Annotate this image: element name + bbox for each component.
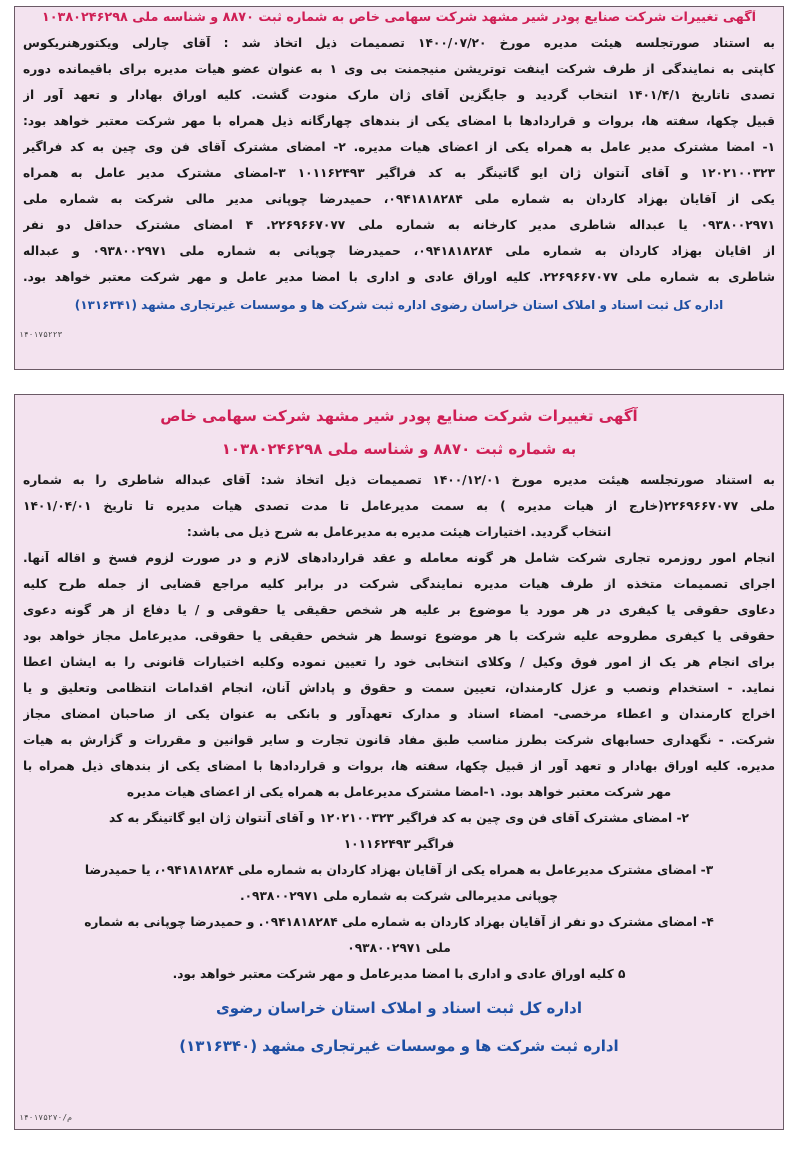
notice-2-line: ۵ کلیه اوراق عادی و اداری با امضا مدیرعامل و مهر شرکت معتبر خواهد بود. xyxy=(172,967,626,981)
notice-2-line: به استناد صورتجلسه هیئت مدیره مورخ ۱۴۰۰/۱۲/۰۱ تصمیمات ذیل اتخاذ شد: آقای عبداله شاطری را به شماره xyxy=(23,473,775,487)
notice-2-line: حقوقی یا کیفری مطروحه علیه شرکت با هر موضوع توسط هر شخص حقیقی یا حقوقی. مدیرعامل مجاز خواهد بود xyxy=(23,629,775,643)
notice-2-line: ۴- امضای مشترک دو نفر از آقایان بهزاد کاردان به شماره ملی ۰۹۴۱۸۱۸۲۸۴. و حمیدرضا چوپانی به شماره xyxy=(84,915,714,929)
notice-2 xyxy=(14,394,784,1130)
notice-2-line: ملی ۲۲۶۹۶۶۷۰۷۷(خارج از هیات مدیره ) به سمت مدیرعامل تا مدت تصدی هیات مدیره تا تاریخ ۱۴۰۱/۰۴/۰۱ xyxy=(23,499,775,513)
notice-1-line: ۰۹۳۸۰۰۲۹۷۱ یا عبداله شاطری مدیر کارخانه به شماره ملی ۲۲۶۹۶۶۷۰۷۷. ۴ امضای مشترک حداقل دو نفر xyxy=(23,218,775,232)
notice-2-line: مدیره. کلیه اوراق بهادار و تعهد آور از قبیل چکها، سفته ها، بروات و قراردادها با امضای یکی از بندهای ذیل همراه با xyxy=(23,759,775,773)
notice-2-line: مهر شرکت معتبر خواهد بود. ۱-امضا مشترک مدیرعامل به همراه یکی از اعضای هیات مدیره xyxy=(126,785,672,799)
notice-2-line: برای انجام هر یک از امور فوق وکیل / وکلای انتخابی خود را تعیین نموده وکلیه اختیارات قانونی را به ایشان اعطا xyxy=(23,655,775,669)
notice-2-line: فراگیر ۱۰۱۱۶۲۴۹۳ xyxy=(343,837,455,851)
notice-1-line: قبیل چکها، سفته ها، بروات و قراردادها با امضای یکی از بندهای چهارگانه ذیل همراه با مهر شرکت معتبر خواهد بود: xyxy=(23,114,775,128)
notice-2-line: اخراج کارمندان و اعطاء مرخصی- امضاء اسناد و مدارک تعهدآور و بانکی به عنوان یکی از صاحبان امضای مجاز xyxy=(23,707,775,721)
notice-1-title: آگهی تغییرات شرکت صنایع پودر شیر مشهد شرکت سهامی خاص به شماره ثبت ۸۸۷۰ و شناسه ملی ۱۰۳۸۰۲۴۶۲۹۸ xyxy=(41,10,757,25)
notice-1-line: شاطری به شماره ملی ۲۲۶۹۶۶۷۰۷۷. کلیه اوراق عادی و اداری با امضا مدیر عامل و مهر شرکت معتبر خواهد بود. xyxy=(23,270,775,284)
notice-2-line: نماید. - استخدام ونصب و عزل کارمندان، تعیین سمت و حقوق و پاداش آنان، انجام اقدامات انتظامی وتعلیق و یا xyxy=(23,681,775,695)
notice-1-line: ۱۲۰۲۱۰۰۳۲۳ و آقای آنتوان ژان ایو گاتینگر به کد فراگیر ۱۰۱۱۶۲۴۹۳ ۳-امضای مشترک مدیر عامل به همراه xyxy=(23,166,775,180)
notice-1-line: به استناد صورتجلسه هیئت مدیره مورخ ۱۴۰۰/۰۷/۲۰ تصمیمات ذیل اتخاذ شد : آقای چارلی ویکتورهنریکوس xyxy=(23,36,775,50)
notice-1-line: تصدی تاتاریخ ۱۴۰۱/۴/۱ انتخاب گردید و جایگزین آقای ژان مارک منودت گشت. کلیه اوراق بهادار و تعهد آور از xyxy=(23,88,775,102)
notice-2-subtitle: به شماره ثبت ۸۸۷۰ و شناسه ملی ۱۰۳۸۰۲۴۶۲۹۸ xyxy=(221,440,577,458)
notice-2-line: انجام امور روزمره تجاری شرکت شامل هر گونه معامله و عقد قراردادهای لازم و در صورت لزوم فسخ و اقاله آنها. xyxy=(23,551,775,565)
notice-2-line: دعاوی حقوقی یا کیفری در هر مورد یا موضوع بر علیه هر شخص حقیقی یا حقوقی و / یا دفاع از هر گونه دعوی xyxy=(23,603,775,617)
notice-2-line: اجرای تصمیمات متخذه از طرف هیات مدیره نمایندگی شرکت در برابر کلیه مراجع قضایی از جمله طرح کلیه xyxy=(23,577,775,591)
notice-2-code: م/۱۴۰۱۷۵۲۷۰ xyxy=(19,1113,72,1122)
notice-2-line: ۳- امضای مشترک مدیرعامل به همراه یکی از آقایان بهزاد کاردان به شماره ملی ۰۹۴۱۸۱۸۲۸۴، یا حمیدرضا xyxy=(84,863,714,877)
notice-1-line: کاپتی به نمایندگی از طرف شرکت اینفت توتریشن منیجمنت بی وی ۱ به عنوان عضو هیات مدیره برای باقیمانده دوره xyxy=(23,62,775,76)
notice-2-line: انتخاب گردید. اختیارات هیئت مدیره به مدیرعامل به شرح ذیل می باشد: xyxy=(186,525,612,539)
notice-1-footer: اداره کل ثبت اسناد و املاک استان خراسان رضوی اداره ثبت شرکت ها و موسسات غیرتجاری مشهد (۱۳۱۶۳۴۱) xyxy=(74,298,724,312)
notice-1-code: ۱۴۰۱۷۵۲۲۳ xyxy=(19,330,63,339)
notice-1-line: ۱- امضا مشترک مدیر عامل به همراه یکی از اعضای هیات مدیره. ۲- امضای مشترک آقای فن وی چین به کد فراگیر xyxy=(23,140,775,154)
notice-2-line: ملی ۰۹۳۸۰۰۲۹۷۱ xyxy=(347,941,451,955)
notice-2-footer-office: اداره کل ثبت اسناد و املاک استان خراسان رضوی xyxy=(215,999,583,1017)
notice-2-line: چوپانی مدیرمالی شرکت به شماره ملی ۰۹۳۸۰۰۲۹۷۱. xyxy=(239,889,559,903)
notice-2-line: ۲- امضای مشترک آقای فن وی چین به کد فراگیر ۱۲۰۲۱۰۰۳۲۳ و آقای آنتوان ژان ایو گاتینگر به کد xyxy=(109,811,689,825)
notice-1-line: از اقایان بهزاد کاردان به شماره ملی ۰۹۴۱۸۱۸۲۸۴، حمیدرضا چوپانی به شماره ملی ۰۹۳۸۰۰۲۹۷۱ و عبداله xyxy=(23,244,775,258)
notice-1 xyxy=(14,6,784,370)
notice-1-line: یکی از آقایان بهزاد کاردان به شماره ملی ۰۹۴۱۸۱۸۲۸۴، حمیدرضا چوپانی مدیر مالی شرکت به شماره ملی xyxy=(23,192,775,206)
notice-2-footer-registry: اداره ثبت شرکت ها و موسسات غیرتجاری مشهد (۱۳۱۶۳۴۰) xyxy=(179,1037,619,1055)
notice-2-title: آگهی تغییرات شرکت صنایع پودر شیر مشهد شرکت سهامی خاص xyxy=(160,407,638,425)
notice-2-line: شرکت. - نگهداری حسابهای شرکت بطرز مناسب طبق مفاد قانون تجارت و سایر قوانین و مقررات و گزارش به هیات xyxy=(23,733,775,747)
